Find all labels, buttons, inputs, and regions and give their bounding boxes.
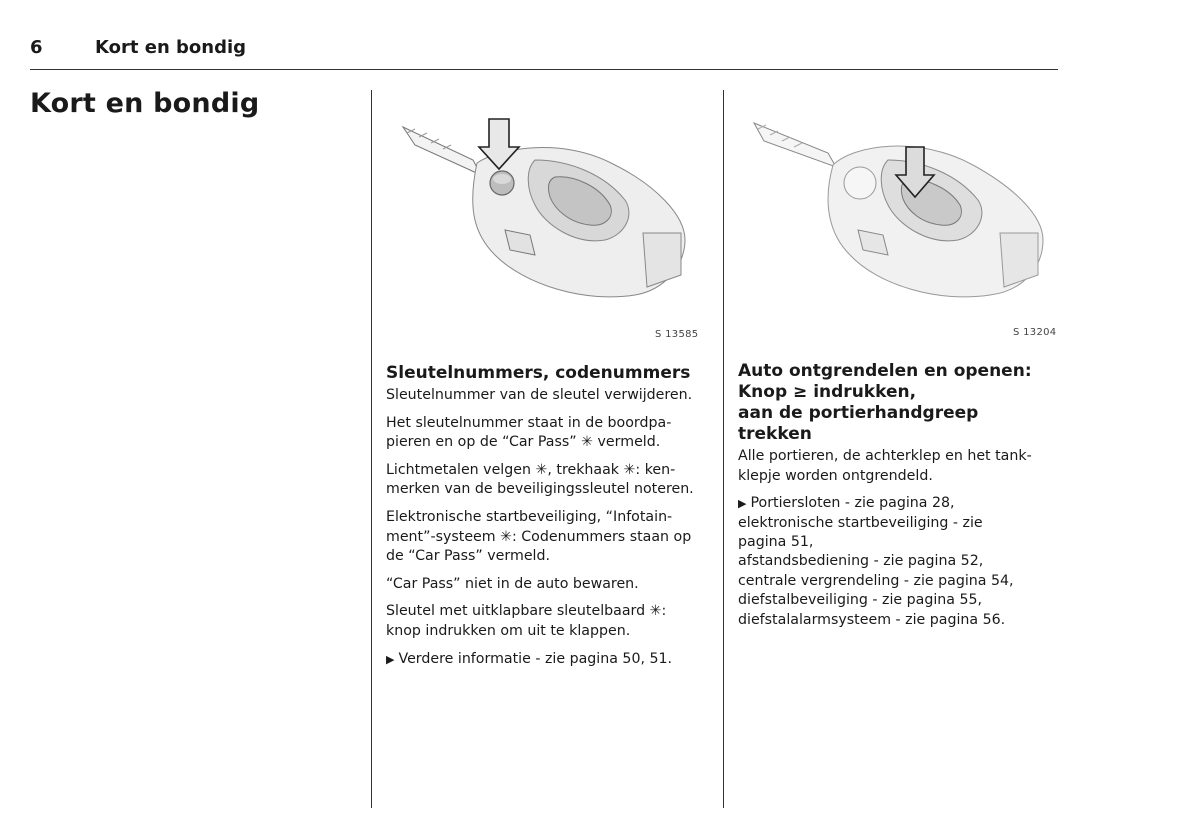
figure-key-unlock-button — [738, 105, 1053, 320]
page-number: 6 — [30, 37, 43, 58]
column-divider-left — [371, 90, 372, 808]
column-divider-right — [723, 90, 724, 808]
reference-item: diefstalbeveiliging - zie pagina 55, — [738, 592, 983, 609]
figure-code-left: S 13585 — [655, 329, 699, 340]
reference-text: Portiersloten - zie pagina 28, — [750, 495, 955, 512]
reference-item: centrale vergrendeling - zie pagina 54, — [738, 572, 1014, 589]
reference-line — [386, 650, 716, 670]
reference-item: afstandsbediening - zie pagina 52, — [738, 553, 984, 570]
paragraph: Sleutelnummer van de sleutel verwijderen. — [386, 387, 693, 403]
reference-item: pagina 51, — [738, 534, 814, 550]
running-header-title: Kort en bondig — [95, 37, 247, 58]
reference-arrow-icon: ▶ — [386, 652, 395, 666]
figure-code-right: S 13204 — [1013, 327, 1057, 338]
paragraph: Elektronische startbeveiliging, “Infotain- ment”-systeem ✳: Codenummers staan op de “Car Pass” vermeld. — [386, 508, 692, 565]
reference-arrow-icon: ▶ — [738, 497, 747, 511]
reference-item: elektronische startbeveiliging - zie — [738, 514, 983, 531]
paragraph: Alle portieren, de achterklep en het tank- klepje worden ontgrendeld. — [738, 448, 1032, 484]
paragraph: Sleutel met uitklapbare sleutelbaard ✳: knop indrukken om uit te klappen. — [386, 603, 667, 639]
reference-list — [738, 494, 1058, 630]
page-title: Kort en bondig — [30, 88, 260, 119]
key-unlock-illustration — [738, 105, 1053, 320]
key-fold-illustration — [385, 105, 705, 320]
section-title-line: aan de portierhandgreep trekken — [738, 403, 979, 444]
section-key-numbers — [386, 363, 716, 677]
section-title-line: Knop ≥ indrukken, — [738, 382, 917, 402]
figure-key-release-button — [385, 105, 705, 320]
section-title-line: Auto ontgrendelen en openen: — [738, 361, 1032, 381]
header-rule — [30, 69, 1058, 70]
reference-text: Verdere informatie - zie pagina 50, 51. — [398, 650, 673, 667]
paragraph: Lichtmetalen velgen ✳, trekhaak ✳: ken- merken van de beveiligingssleutel noteren. — [386, 461, 694, 498]
section-unlock-open — [738, 361, 1058, 630]
paragraph: Het sleutelnummer staat in de boordpa- pieren en op de “Car Pass” ✳ vermeld. — [386, 414, 672, 451]
reference-item: diefstalalarmsysteem - zie pagina 56. — [738, 611, 1006, 628]
section-title: Sleutelnummers, codenummers — [386, 363, 691, 383]
reference-item — [738, 494, 1058, 513]
paragraph: “Car Pass” niet in de auto bewaren. — [386, 575, 639, 592]
